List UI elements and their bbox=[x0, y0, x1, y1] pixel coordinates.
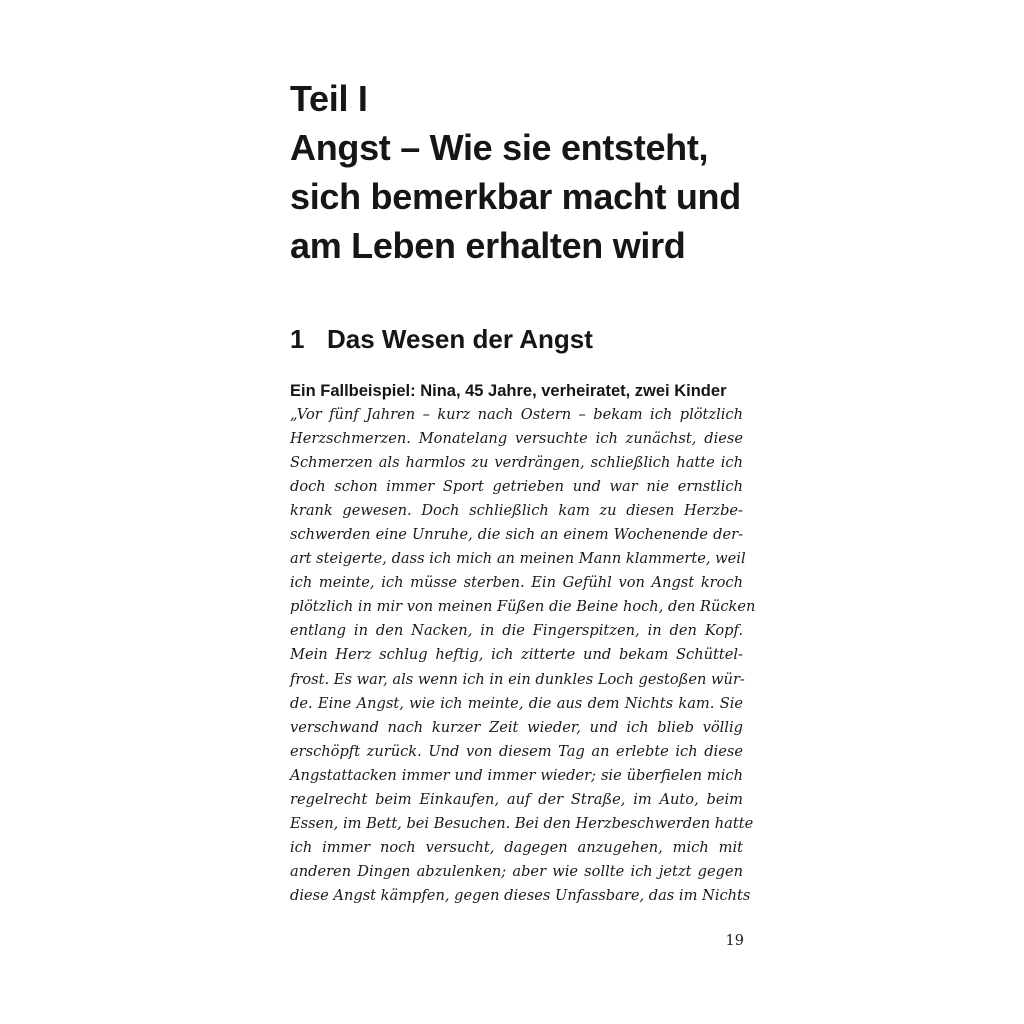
page-number: 19 bbox=[725, 933, 744, 949]
case-example-heading: Ein Fallbeispiel: Nina, 45 Jahre, verheiratet, zwei Kinder bbox=[290, 382, 727, 400]
text-line: verschwand nach kurzer Zeit wieder, und ich blieb völlig bbox=[290, 718, 743, 736]
case-example-text bbox=[290, 403, 756, 908]
text-line: diese Angst kämpfen, gegen dieses Unfassbare, das im Nichts bbox=[290, 886, 751, 904]
text-line: schwerden eine Unruhe, die sich an einem Wochenende der- bbox=[290, 526, 743, 544]
part-title-line: am Leben erhalten wird bbox=[290, 225, 686, 266]
text-line: ich meinte, ich müsse sterben. Ein Gefühl von Angst kroch bbox=[290, 574, 743, 592]
chapter-heading bbox=[290, 322, 593, 356]
text-line: Mein Herz schlug heftig, ich zitterte und bekam Schüttel- bbox=[290, 646, 743, 664]
text-line: de. Eine Angst, wie ich meinte, die aus dem Nichts kam. Sie bbox=[290, 694, 743, 712]
text-line: „Vor fünf Jahren – kurz nach Ostern – bekam ich plötzlich bbox=[290, 406, 743, 423]
part-title-line: Teil I bbox=[290, 78, 368, 119]
text-line: Schmerzen als harmlos zu verdrängen, schließlich hatte ich bbox=[290, 454, 743, 472]
text-line: Angstattacken immer und immer wieder; sie überfielen mich bbox=[290, 766, 743, 784]
text-line: entlang in den Nacken, in die Fingerspitzen, in den Kopf. bbox=[290, 622, 743, 640]
text-line: plötzlich in mir von meinen Füßen die Beine hoch, den Rücken bbox=[290, 598, 756, 616]
text-line: frost. Es war, als wenn ich in ein dunkles Loch gestoßen wür- bbox=[290, 670, 745, 688]
text-line: art steigerte, dass ich mich an meinen Mann klammerte, weil bbox=[290, 550, 746, 568]
text-line: erschöpft zurück. Und von diesem Tag an erlebte ich diese bbox=[290, 742, 743, 760]
chapter-number: 1 bbox=[290, 324, 305, 354]
part-title-line: Angst – Wie sie entsteht, bbox=[290, 127, 709, 168]
text-line: doch schon immer Sport getrieben und war nie ernstlich bbox=[290, 478, 743, 496]
text-line: regelrecht beim Einkaufen, auf der Straße, im Auto, beim bbox=[290, 790, 743, 808]
text-line: Herzschmerzen. Monatelang versuchte ich zunächst, diese bbox=[290, 430, 743, 448]
text-line: Essen, im Bett, bei Besuchen. Bei den Herzbeschwerden hatte bbox=[290, 814, 754, 832]
chapter-title: Das Wesen der Angst bbox=[327, 324, 593, 354]
part-title bbox=[290, 74, 760, 270]
text-line: anderen Dingen abzulenken; aber wie sollte ich jetzt gegen bbox=[290, 862, 743, 880]
text-line: krank gewesen. Doch schließlich kam zu diesen Herzbe- bbox=[290, 502, 743, 520]
text-line: ich immer noch versucht, dagegen anzugehen, mich mit bbox=[290, 838, 743, 856]
part-title-line: sich bemerkbar macht und bbox=[290, 176, 741, 217]
